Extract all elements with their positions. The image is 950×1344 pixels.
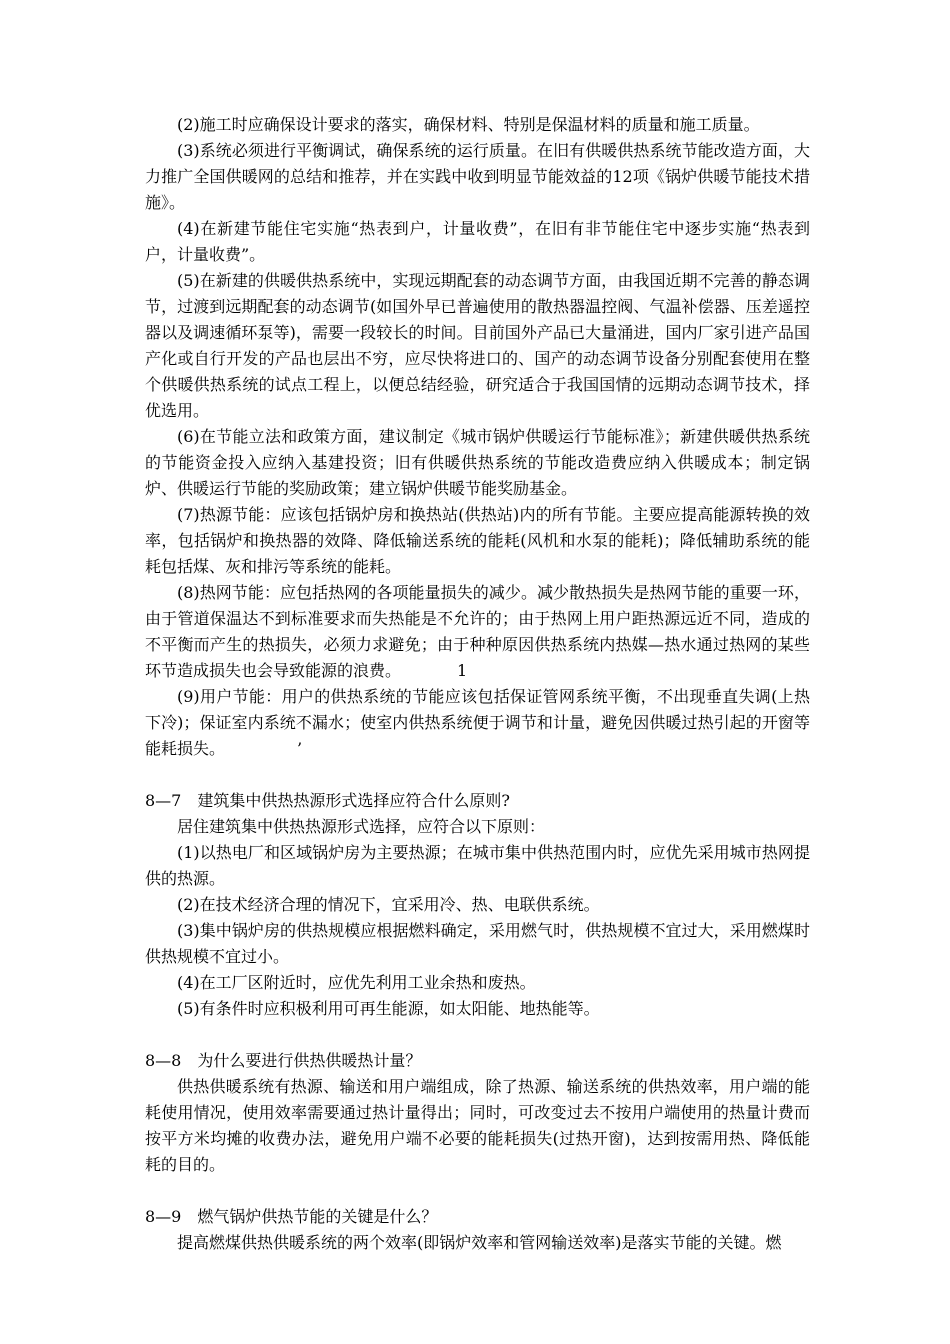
answer-intro: 居住建筑集中供热热源形式选择，应符合以下原则： bbox=[177, 817, 546, 836]
paragraph-item-6: (6)在节能立法和政策方面，建议制定《城市锅炉供暖运行节能标准》；新建供暖供热系统的节能资金投入应纳入基建投资；旧有供暖供热系统的节能改造费应纳入供暖成本；制定锅炉、供暖运行节能的奖励政策；建立锅炉供暖节能奖励基金。 bbox=[145, 427, 810, 498]
document-body bbox=[145, 112, 810, 1256]
stray-mark: ’ bbox=[297, 739, 303, 758]
question-heading-8-8: 8—8 为什么要进行供热供暖热计量？ bbox=[145, 1051, 422, 1070]
paragraph-item-3: (3)系统必须进行平衡调试，确保系统的运行质量。在旧有供暖供热系统节能改造方面，大力推广全国供暖网的总结和推荐，并在实践中收到明显节能效益的12项《锅炉供暖节能技术措施》。 bbox=[145, 141, 810, 212]
paragraph-item-5: (5)在新建的供暖供热系统中，实现远期配套的动态调节方面，由我国近期不完善的静态调节，过渡到远期配套的动态调节(如国外早已普遍使用的散热器温控阀、气温补偿器、压差遥控器以及调速循环泵等)，需要一段较长的时间。目前国外产品已大量涌进，国内厂家引进产品国产化或自行开发的产品也层出不穷，应尽快将进口的、国产的动态调节设备分别配套使用在整个供暖供热系统的试点工程上，以便总结经验，研究适合于我国国情的远期动态调节技术，择优选用。 bbox=[145, 271, 810, 420]
answer-item-4: (4)在工厂区附近时，应优先利用工业余热和废热。 bbox=[177, 973, 536, 992]
answer-item-2: (2)在技术经济合理的情况下，宜采用冷、热、电联供系统。 bbox=[177, 895, 600, 914]
answer-paragraph: 供热供暖系统有热源、输送和用户端组成，除了热源、输送系统的供热效率，用户端的能耗使用情况，使用效率需要通过热计量得出；同时，可改变过去不按用户端使用的热量计费而按平方米均摊的收费办法，避免用户端不必要的能耗损失(过热开窗)，达到按需用热、降低能耗的目的。 bbox=[145, 1077, 810, 1174]
paragraph-item-8 bbox=[145, 580, 810, 684]
paragraph-item-4: (4)在新建节能住宅实施“热表到户，计量收费”，在旧有非节能住宅中逐步实施“热表到户，计量收费”。 bbox=[145, 219, 810, 264]
paragraph-item-8-text: (8)热网节能：应包括热网的各项能量损失的减少。减少散热损失是热网节能的重要一环，由于管道保温达不到标准要求而失热能是不允许的；由于热网上用户距热源远近不同，造成的不平衡而产生的热损失，必须力求避免；由于种种原因供热系统内热媒—热水通过热网的某些环节造成损失也会导致能源的浪费。 bbox=[145, 583, 810, 680]
question-heading-8-7: 8—7 建筑集中供热热源形式选择应符合什么原则? bbox=[145, 791, 510, 810]
paragraph-item-7: (7)热源节能：应该包括锅炉房和换热站(供热站)内的所有节能。主要应提高能源转换的效率，包括锅炉和换热器的效降、降低输送系统的能耗(风机和水泵的能耗)；降低辅助系统的能耗包括煤、灰和排污等系统的能耗。 bbox=[145, 505, 810, 576]
stray-mark: 1 bbox=[457, 661, 468, 680]
answer-item-1: (1)以热电厂和区域锅炉房为主要热源；在城市集中供热范围内时，应优先采用城市热网提供的热源。 bbox=[145, 843, 810, 888]
paragraph-item-9 bbox=[145, 684, 810, 762]
answer-item-3: (3)集中锅炉房的供热规模应根据燃料确定，采用燃气时，供热规模不宜过大，采用燃煤时供热规模不宜过小。 bbox=[145, 921, 810, 966]
paragraph-item-9-text: (9)用户节能：用户的供热系统的节能应该包括保证管网系统平衡，不出现垂直失调(上热下冷)；保证室内系统不漏水；使室内供热系统便于调节和计量，避免因供暖过热引起的开窗等能耗损失。 bbox=[145, 687, 810, 758]
question-heading-8-9: 8—9 燃气锅炉供热节能的关键是什么？ bbox=[145, 1207, 438, 1226]
answer-paragraph: 提高燃煤供热供暖系统的两个效率(即锅炉效率和管网输送效率)是落实节能的关键。燃 bbox=[177, 1233, 782, 1252]
paragraph-item-2: (2)施工时应确保设计要求的落实，确保材料、特别是保温材料的质量和施工质量。 bbox=[177, 115, 760, 134]
answer-item-5: (5)有条件时应积极利用可再生能源，如太阳能、地热能等。 bbox=[177, 999, 600, 1018]
